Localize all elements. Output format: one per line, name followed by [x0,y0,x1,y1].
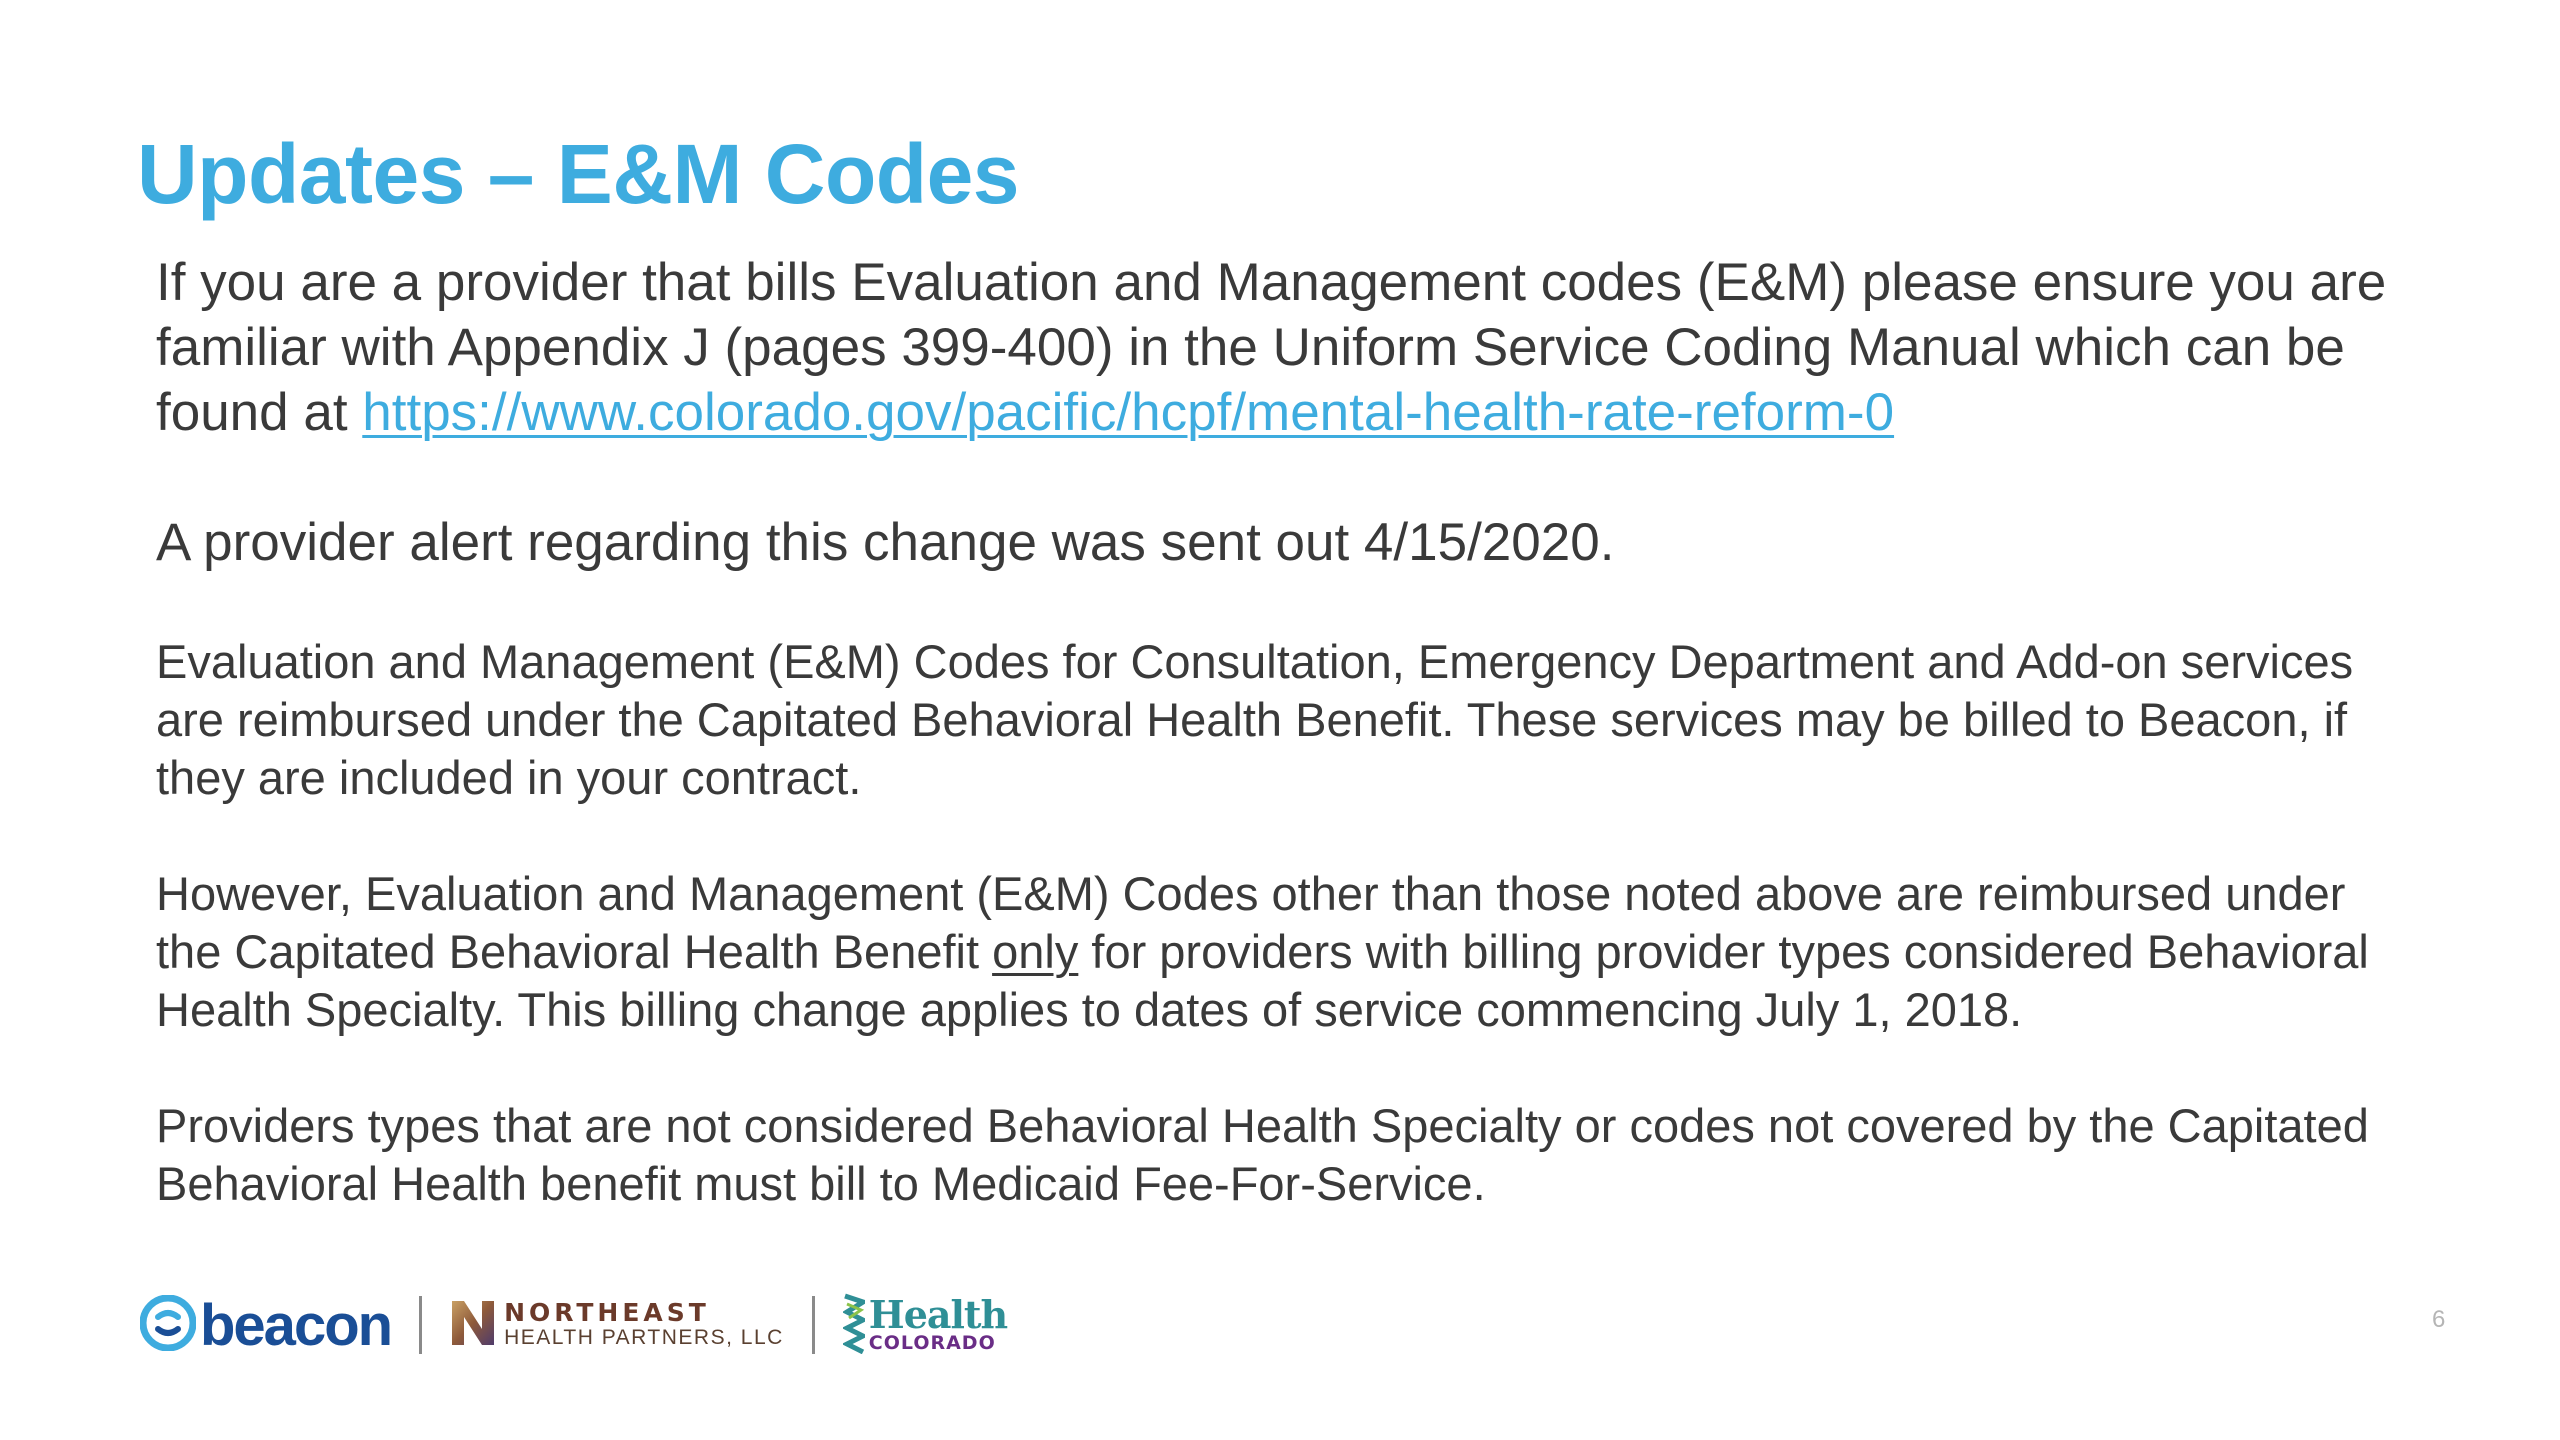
mental-health-rate-reform-link[interactable]: https://www.colorado.gov/pacific/hcpf/mental-health-rate-reform-0 [362,383,1895,442]
other-codes-text-end: for providers with billing provider types considered Behavioral Health Specialty. This billing change applies to dates of service commencing July 1, 2018. [156,925,2369,1036]
appendix-j-text: If you are a provider that bills Evaluation and Management codes (E&M) please ensure you are familiar with Appendix J (pages 399-400) in the Uniform Service Coding Manual which can be found at [156,253,2387,442]
slide-title: Updates – E&M Codes [137,127,1020,221]
paragraph-consultation-codes: Evaluation and Management (E&M) Codes for Consultation, Emergency Department and Add-on services are reimbursed under the Capitated Behavioral Health Benefit. These services may be billed to Beacon, if they are included in your contract. [156,635,2354,804]
other-codes-text-start: However, Evaluation and Management (E&M) Codes other than those noted above are reimbursed under the Capitated Behavioral Health Benefit [156,867,2346,978]
slide-body [156,250,2416,1213]
beacon-logo [140,1292,391,1359]
paragraph-other-codes [156,865,2416,1039]
beacon-swirl-icon [140,1295,196,1356]
footer-logos [140,1285,1007,1365]
health-colorado-mountain-icon [843,1292,865,1359]
only-emphasis: only [992,925,1079,978]
page-number: 6 [2432,1306,2446,1333]
logo-divider [812,1296,815,1354]
paragraph-appendix-j [156,250,2416,445]
nehp-subname: HEALTH PARTNERS, LLC [504,1326,784,1349]
beacon-wordmark: beacon [200,1292,392,1358]
hc-colorado-word: COLORADO [868,1332,996,1354]
northeast-health-partners-logo [450,1299,784,1352]
paragraph-provider-alert: A provider alert regarding this change was sent out 4/15/2020. [156,513,1615,572]
logo-divider [419,1296,422,1354]
northeast-n-icon [450,1299,496,1352]
nehp-name: NORTHEAST [504,1298,710,1327]
hc-health-word: Health [868,1292,1008,1337]
paragraph-fee-for-service: Providers types that are not considered Behavioral Health Specialty or codes not covered by the Capitated Behavioral Health benefit must bill to Medicaid Fee-For-Service. [156,1099,2369,1210]
health-colorado-logo [843,1292,1007,1359]
